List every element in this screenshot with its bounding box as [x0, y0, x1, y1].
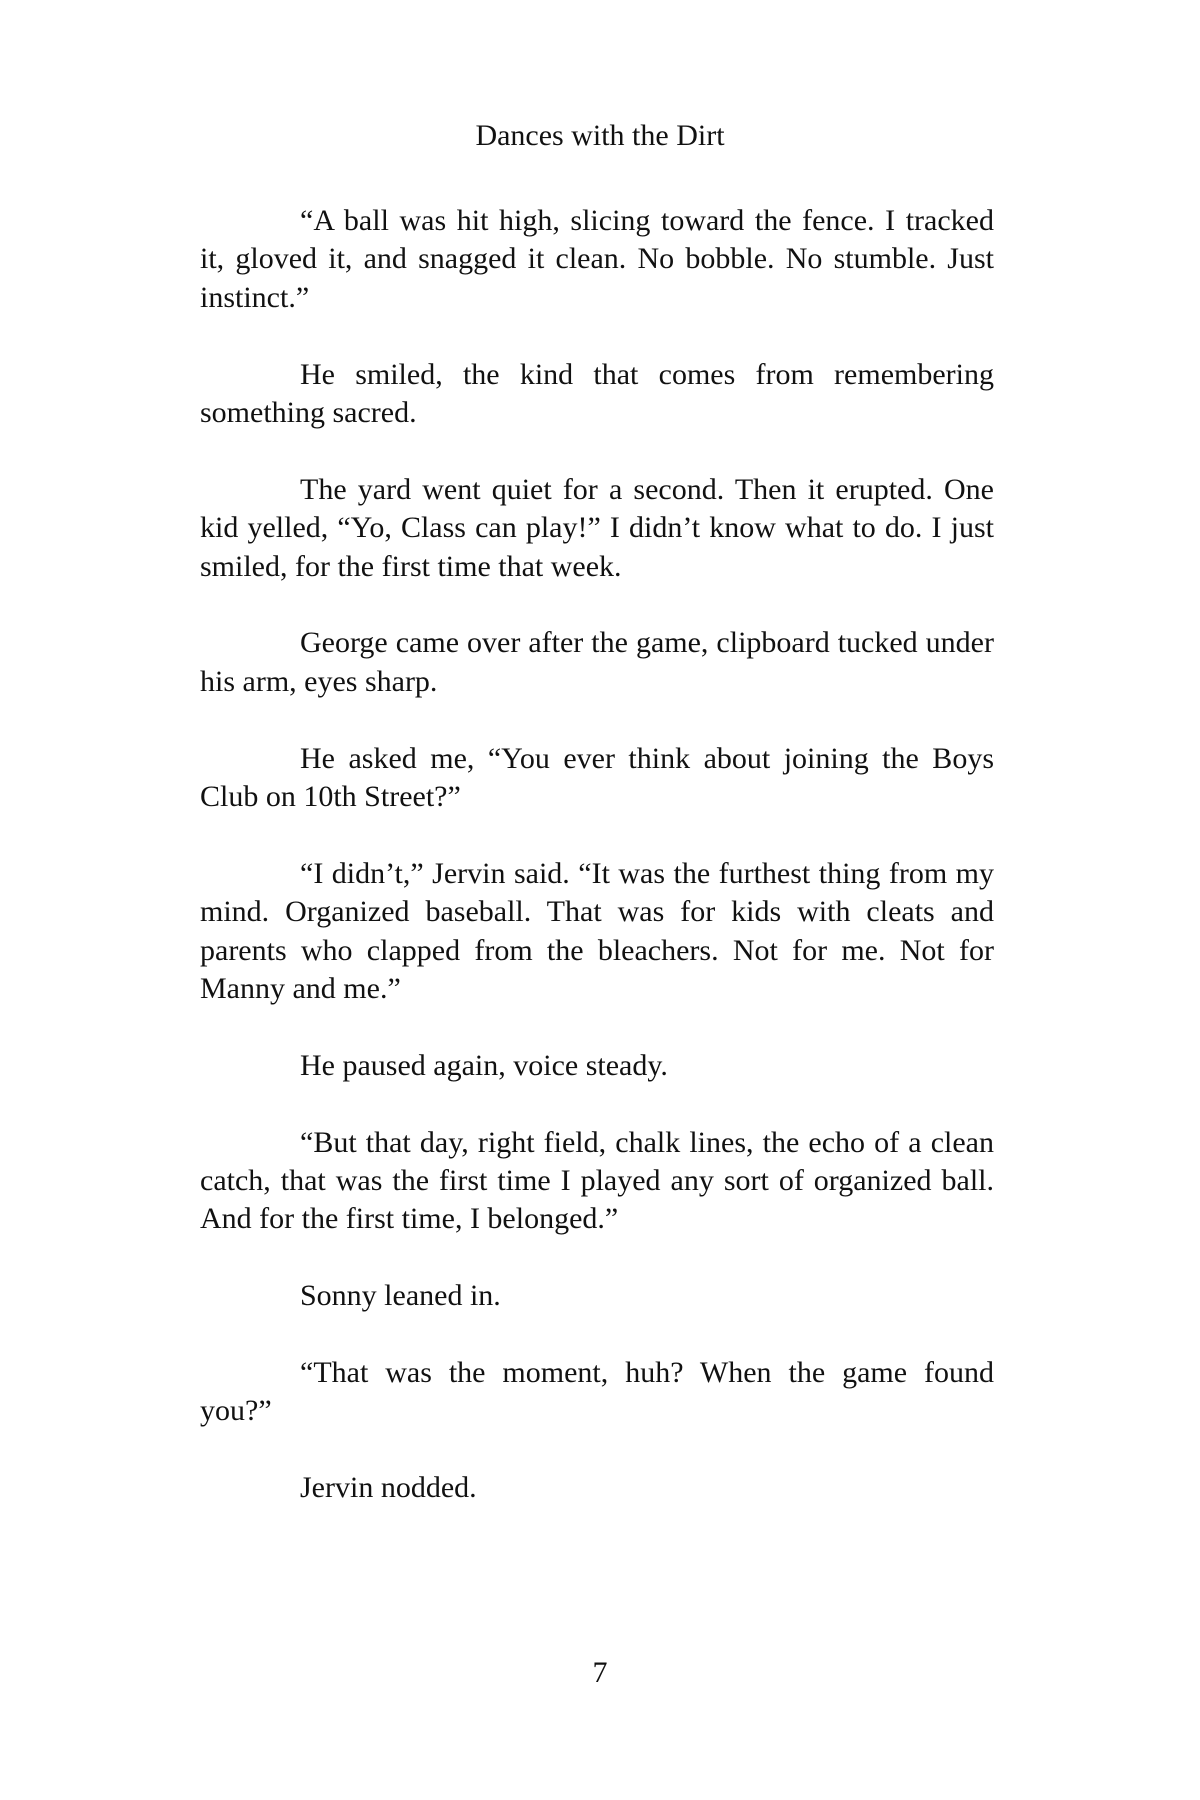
- paragraph: Jervin nodded.: [300, 1471, 477, 1505]
- paragraph: He paused again, voice steady.: [300, 1048, 668, 1082]
- body-text: [200, 202, 994, 1546]
- running-header-title: Dances with the Dirt: [475, 119, 725, 152]
- paragraph: “But that day, right field, chalk lines, the echo of a clean catch, that was the first time I played any sort of organized ball. And for the first time, I belonged.”: [200, 1125, 994, 1236]
- paragraph: He asked me, “You ever think about joining the Boys Club on 10th Street?”: [200, 741, 994, 814]
- paragraph: He smiled, the kind that comes from remembering something sacred.: [200, 357, 994, 430]
- paragraph: “That was the moment, huh? When the game found you?”: [200, 1356, 994, 1428]
- paragraph: The yard went quiet for a second. Then it erupted. One kid yelled, “Yo, Class can play!” I didn’t know what to do. I just smiled, for the first time that week.: [200, 472, 994, 583]
- paragraph: George came over after the game, clipboard tucked under his arm, eyes sharp.: [200, 626, 994, 698]
- paragraph: “I didn’t,” Jervin said. “It was the furthest thing from my mind. Organized baseball. That was for kids with cleats and parents who clapped from the bleachers. Not for me. Not for Manny and me.”: [200, 856, 994, 1006]
- page-number: 7: [592, 1656, 608, 1689]
- paragraph: “A ball was hit high, slicing toward the fence. I tracked it, gloved it, and snagged it clean. No bobble. No stumble. Just instinct.”: [200, 204, 994, 314]
- paragraph: Sonny leaned in.: [300, 1279, 501, 1313]
